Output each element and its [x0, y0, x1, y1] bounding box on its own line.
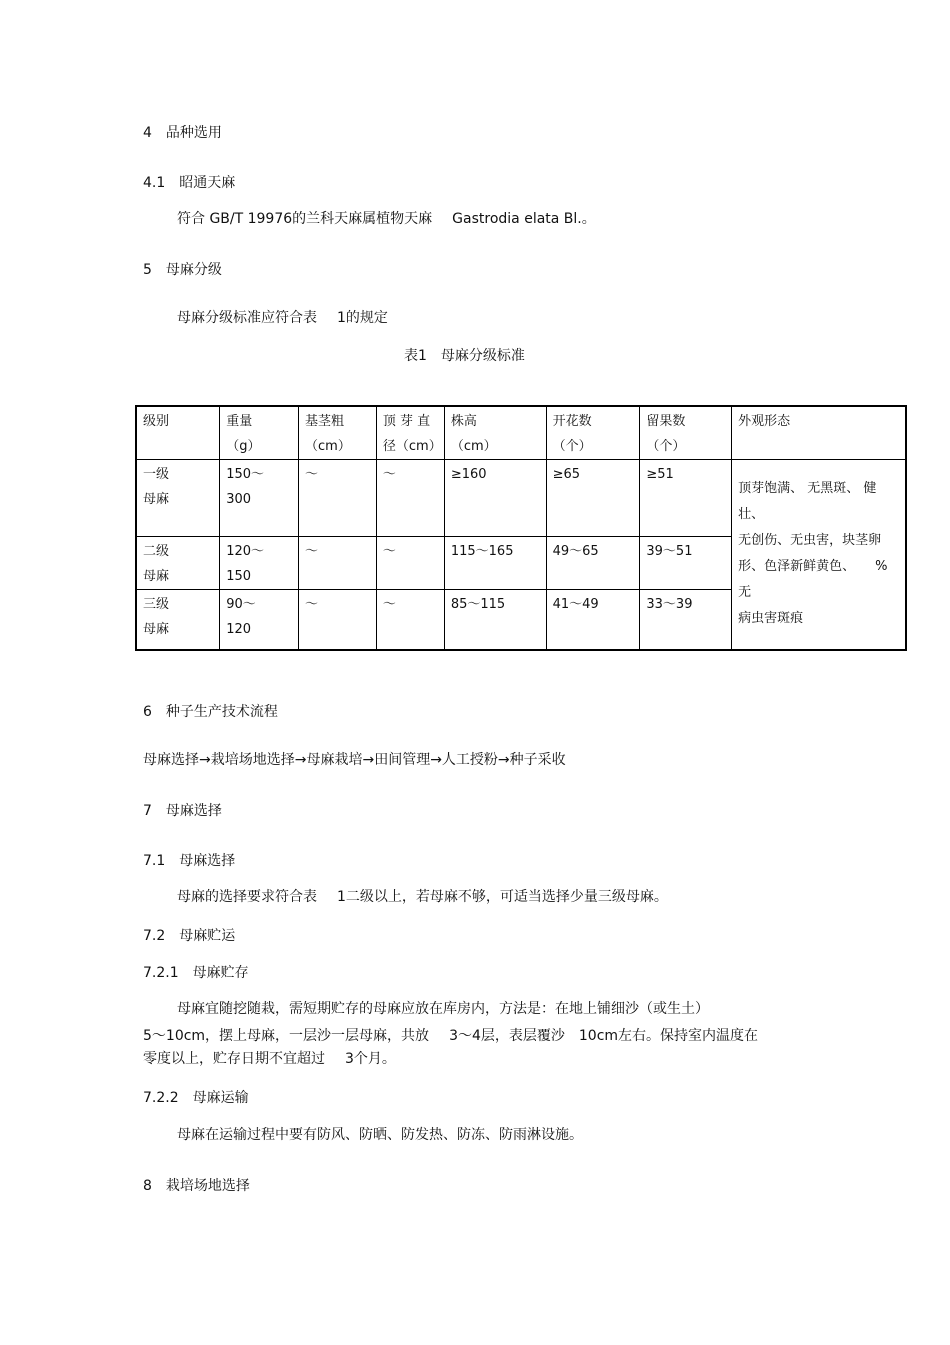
- header-cell: 株高 （cm）: [444, 406, 546, 460]
- heading-title: 母麻贮运: [179, 928, 236, 944]
- height-cell: 85～115: [444, 590, 546, 650]
- paragraph-7-1: [177, 886, 668, 906]
- table-row: [136, 460, 906, 537]
- flowers-cell: ≥65: [546, 460, 640, 537]
- bud-cell: ～: [376, 590, 444, 650]
- paragraph-7-2-1-line1: 母麻宜随挖随栽，需短期贮存的母麻应放在库房内，方法是：在地上铺细沙（或生土）: [177, 1001, 709, 1017]
- height-cell: 115～165: [444, 537, 546, 590]
- species-name: Gastrodia elata Bl.。: [452, 211, 596, 227]
- paragraph-7-2-2: 母麻在运输过程中要有防风、防晒、防发热、防冻、防雨淋设施。: [177, 1127, 583, 1143]
- heading-title: 母麻运输: [192, 1090, 249, 1106]
- heading-number: 4.1: [143, 175, 166, 191]
- stem-cell: ～: [299, 460, 377, 537]
- bud-cell: ～: [376, 460, 444, 537]
- heading-title: 昭通天麻: [179, 175, 236, 191]
- heading-number: 7.2: [143, 928, 166, 944]
- grading-table: [135, 405, 907, 651]
- process-flow: 母麻选择→栽培场地选择→母麻栽培→田间管理→人工授粉→种子采收: [143, 752, 566, 768]
- appearance-cell: 顶芽饱满、 无黑斑、 健壮、 无创伤、无虫害，块茎卵 形、色泽新鲜黄色、 %无 病虫害斑痕: [732, 460, 906, 650]
- heading-4: [143, 122, 222, 142]
- heading-title: 栽培场地选择: [165, 1178, 250, 1194]
- weight-cell: 90～ 120: [220, 590, 299, 650]
- heading-7-1: [143, 850, 235, 870]
- heading-7-2-1: [143, 962, 249, 982]
- paragraph-7-2-1-line3: [143, 1048, 396, 1068]
- heading-number: 7.2.2: [143, 1090, 179, 1106]
- paragraph-text: 3个月。: [345, 1051, 396, 1067]
- header-cell: 外观形态: [732, 406, 906, 460]
- paragraph-text: 1的规定: [337, 310, 388, 326]
- heading-title: 母麻选择: [179, 853, 236, 869]
- table-caption: [404, 345, 525, 365]
- paragraph-7-2-1-line2: [143, 1025, 758, 1045]
- paragraph-5: [177, 307, 388, 327]
- weight-cell: 120～ 150: [220, 537, 299, 590]
- heading-title: 母麻分级: [165, 262, 222, 278]
- paragraph-text: 符合 GB/T 19976的兰科天麻属植物天麻: [177, 211, 433, 227]
- heading-6: [143, 701, 278, 721]
- bud-cell: ～: [376, 537, 444, 590]
- grade-cell: 一级 母麻: [136, 460, 220, 537]
- heading-7-2-2: [143, 1087, 249, 1107]
- stem-cell: ～: [299, 590, 377, 650]
- heading-number: 6: [143, 704, 152, 720]
- heading-title: 种子生产技术流程: [165, 704, 278, 720]
- heading-7-2: [143, 925, 235, 945]
- header-cell: 顶 芽 直 径（cm）: [376, 406, 444, 460]
- flowers-cell: 49～65: [546, 537, 640, 590]
- heading-4-1: [143, 172, 235, 192]
- fruits-cell: ≥51: [640, 460, 732, 537]
- grade-cell: 二级 母麻: [136, 537, 220, 590]
- caption-title: 母麻分级标准: [440, 348, 525, 364]
- heading-7: [143, 800, 222, 820]
- heading-number: 7.1: [143, 853, 166, 869]
- grade-cell: 三级 母麻: [136, 590, 220, 650]
- paragraph-text: 10cm左右。保持室内温度在: [578, 1028, 759, 1044]
- caption-number: 表1: [404, 348, 427, 364]
- heading-8: [143, 1175, 250, 1195]
- heading-number: 5: [143, 262, 152, 278]
- heading-title: 母麻贮存: [192, 965, 249, 981]
- weight-cell: 150～ 300: [220, 460, 299, 537]
- paragraph-text: 5～10cm，摆上母麻，一层沙一层母麻，共放: [143, 1028, 430, 1044]
- header-cell: 开花数 （个）: [546, 406, 640, 460]
- paragraph-text: 3～4层，表层覆沙: [449, 1028, 565, 1044]
- heading-number: 7: [143, 803, 152, 819]
- heading-number: 8: [143, 1178, 152, 1194]
- paragraph-text: 1二级以上，若母麻不够，可适当选择少量三级母麻。: [337, 889, 668, 905]
- header-cell: 级别: [136, 406, 220, 460]
- flowers-cell: 41～49: [546, 590, 640, 650]
- fruits-cell: 39～51: [640, 537, 732, 590]
- heading-number: 7.2.1: [143, 965, 179, 981]
- header-cell: 留果数 （个）: [640, 406, 732, 460]
- heading-number: 4: [143, 125, 152, 141]
- paragraph-text: 零度以上，贮存日期不宜超过: [143, 1051, 325, 1067]
- fruits-cell: 33～39: [640, 590, 732, 650]
- header-cell: 基茎粗 （cm）: [299, 406, 377, 460]
- header-cell: 重量 （g）: [220, 406, 299, 460]
- stem-cell: ～: [299, 537, 377, 590]
- height-cell: ≥160: [444, 460, 546, 537]
- paragraph-text: 母麻的选择要求符合表: [177, 889, 317, 905]
- paragraph-4-1: [177, 208, 596, 228]
- heading-title: 母麻选择: [165, 803, 222, 819]
- paragraph-text: 母麻分级标准应符合表: [177, 310, 317, 326]
- heading-title: 品种选用: [165, 125, 222, 141]
- table-header-row: [136, 406, 906, 460]
- heading-5: [143, 259, 222, 279]
